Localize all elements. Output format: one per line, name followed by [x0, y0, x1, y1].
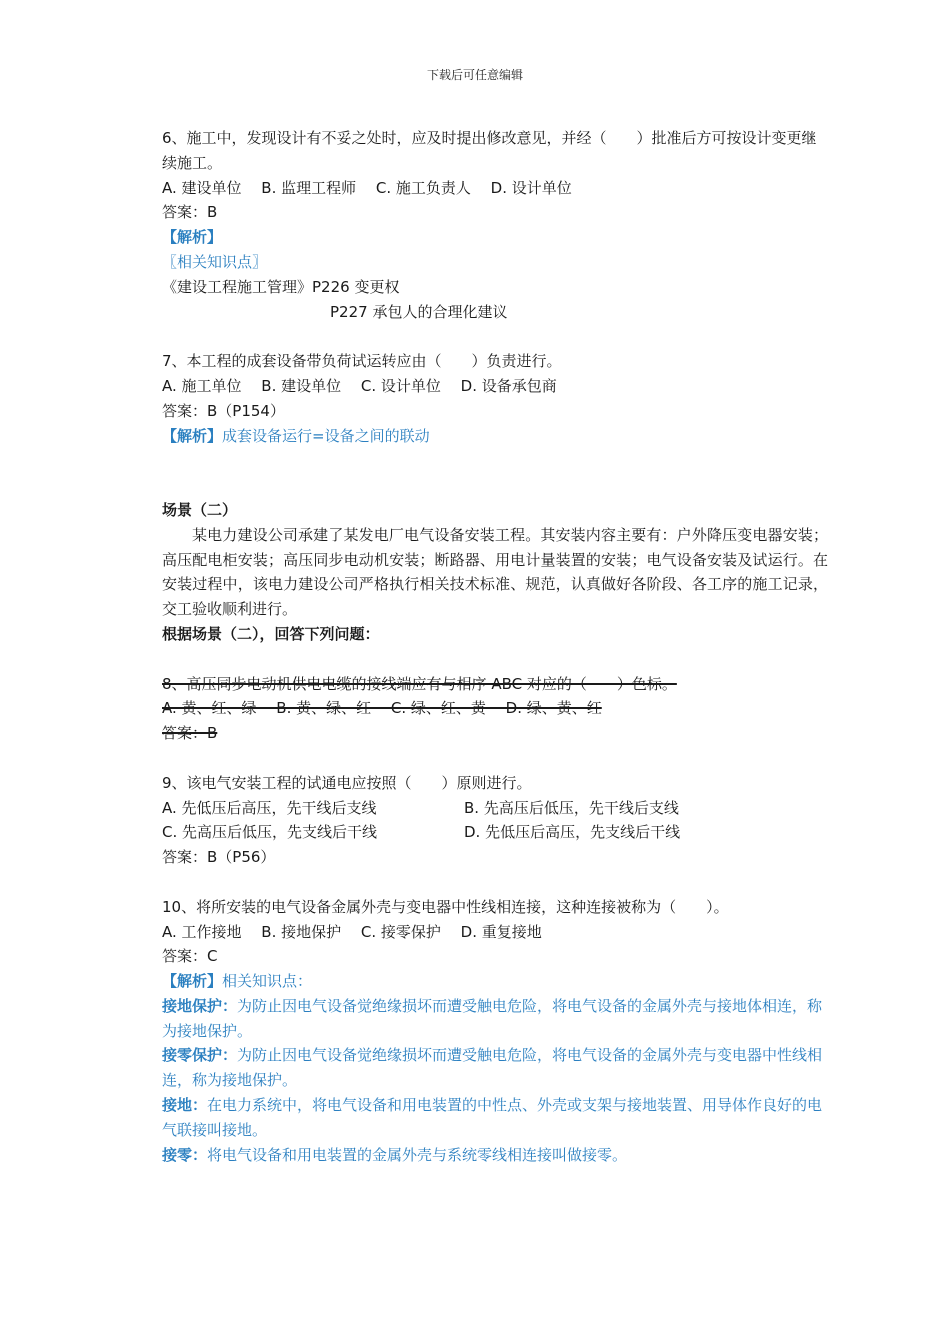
- option-d: D. 先低压后高压，先支线后干线: [464, 823, 681, 842]
- knowledge-text: 为防止因电气设备觉绝缘损坏而遭受触电危险，将电气设备的金属外壳与变电器中性线相连，称为接地保护。: [162, 1046, 823, 1090]
- reference-line: P227 承包人的合理化建议: [330, 302, 508, 321]
- question-8-struck: [162, 672, 828, 746]
- spacer: [162, 647, 828, 672]
- question-stem: 10、将所安装的电气设备金属外壳与变电器中性线相连接，这种连接被称为（ ）。: [162, 897, 729, 916]
- knowledge-term: 接地：: [162, 1096, 208, 1115]
- question-stem: 9、该电气安装工程的试通电应按照（ ）原则进行。: [162, 773, 532, 792]
- question-stem: 7、本工程的成套设备带负荷试运转应由（ ）负责进行。: [162, 352, 562, 371]
- question-7: [162, 349, 828, 448]
- knowledge-text: 为防止因电气设备觉绝缘损坏而遭受触电危险，将电气设备的金属外壳与接地体相连，称为接地保护。: [162, 996, 823, 1040]
- answer-line: 答案：B（P56）: [162, 848, 276, 867]
- question-options: A. 黄、红、绿 B. 黄、绿、红 C. 绿、红、黄 D. 绿、黄、红: [162, 699, 602, 718]
- knowledge-item: [162, 1043, 828, 1093]
- knowledge-text: 在电力系统中，将电气设备和用电装置的中性点、外壳或支架与接地装置、用导体作良好的电气联接叫接地。: [162, 1096, 823, 1139]
- analysis-text: 相关知识点：: [222, 972, 313, 991]
- analysis-text: 成套设备运行=设备之间的联动: [222, 426, 430, 445]
- question-stem: 6、施工中，发现设计有不妥之处时，应及时提出修改意见，并经（ ）批准后方可按设计变更继续施工。: [162, 129, 817, 172]
- analysis-label: 【解析】: [162, 228, 223, 247]
- question-options: A. 建设单位 B. 监理工程师 C. 施工负责人 D. 设计单位: [162, 178, 572, 197]
- knowledge-item: [162, 994, 828, 1044]
- answer-line: 答案：B: [162, 203, 218, 222]
- scene-prompt: 根据场景（二），回答下列问题：: [162, 624, 380, 643]
- spacer: [162, 746, 828, 771]
- spacer: [162, 870, 828, 895]
- question-options: A. 施工单位 B. 建设单位 C. 设计单位 D. 设备承包商: [162, 376, 557, 395]
- knowledge-text: 将电气设备和用电装置的金属外壳与系统零线相连接叫做接零。: [207, 1145, 628, 1164]
- question-stem: 8、高压同步电动机供电电缆的接线端应有与相序 ABC 对应的（ ）色标。: [162, 674, 677, 693]
- option-a: A. 先低压后高压，先干线后支线: [162, 798, 377, 817]
- question-6: [162, 126, 828, 324]
- document-body: [162, 126, 828, 1167]
- spacer: [162, 324, 828, 349]
- analysis-label: 【解析】: [162, 426, 223, 445]
- knowledge-term: 接零保护：: [162, 1046, 238, 1065]
- scene-2: [162, 498, 828, 647]
- knowledge-label: 〖相关知识点〗: [162, 252, 268, 271]
- knowledge-item: [162, 1143, 828, 1168]
- question-10: [162, 895, 828, 1168]
- page-header: 下载后可任意编辑: [426, 68, 523, 82]
- knowledge-item: [162, 1093, 828, 1143]
- spacer: [162, 448, 828, 498]
- answer-line: 答案：B（P154）: [162, 401, 285, 420]
- knowledge-term: 接零：: [162, 1145, 208, 1164]
- scene-title: 场景（二）: [162, 500, 238, 519]
- question-options: A. 工作接地 B. 接地保护 C. 接零保护 D. 重复接地: [162, 922, 542, 941]
- analysis-label: 【解析】: [162, 972, 223, 991]
- question-9: [162, 771, 828, 870]
- answer-line: 答案：B: [162, 724, 218, 743]
- analysis-line: [162, 969, 828, 994]
- option-c: C. 先高压后低压，先支线后干线: [162, 823, 378, 842]
- analysis-line: [162, 424, 828, 449]
- answer-line: 答案：C: [162, 947, 218, 966]
- reference-line: 《建设工程施工管理》P226 变更权: [162, 277, 400, 296]
- scene-body: 某电力建设公司承建了某发电厂电气设备安装工程。其安装内容主要有：户外降压变电器安装；高压配电柜安装；高压同步电动机安装；断路器、用电计量装置的安装；电气设备安装及试运行。在安装过程中，该电力建设公司严格执行相关技术标准、规范，认真做好各阶段、各工序的施工记录，交工验收顺利进行。: [162, 525, 828, 619]
- knowledge-term: 接地保护：: [162, 996, 238, 1015]
- options-grid: [162, 796, 828, 846]
- option-b: B. 先高压后低压，先干线后支线: [464, 798, 679, 817]
